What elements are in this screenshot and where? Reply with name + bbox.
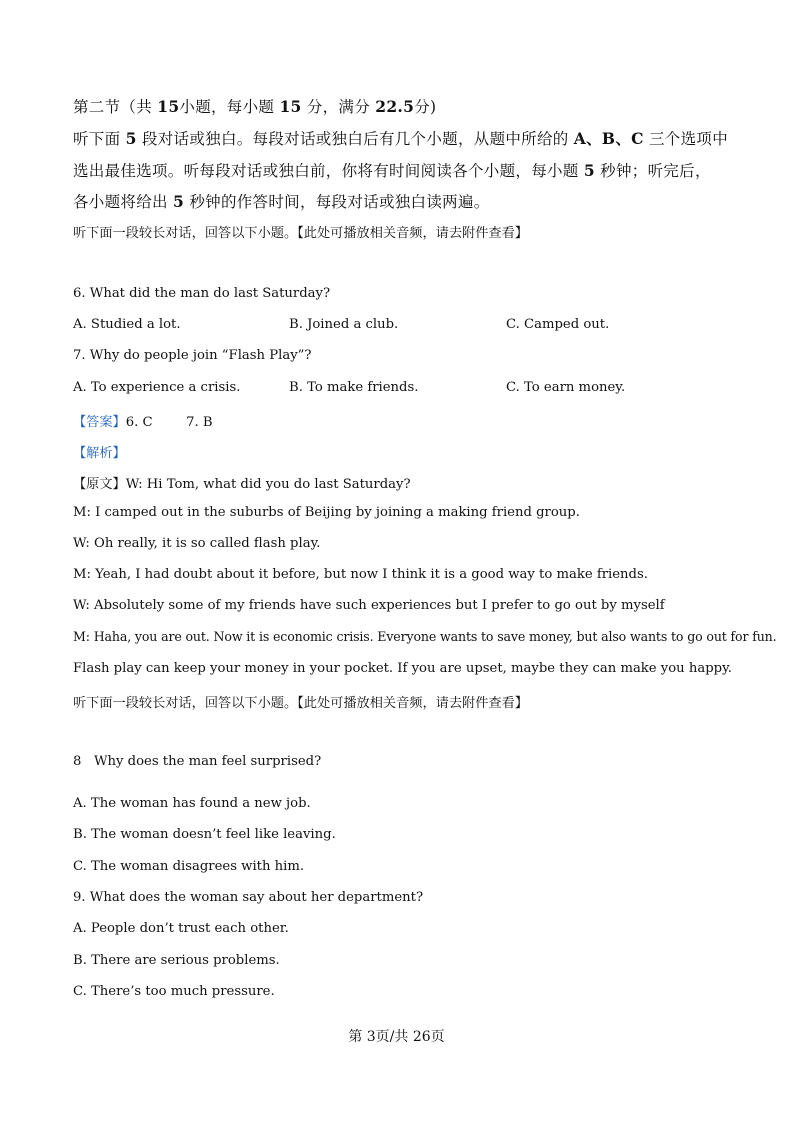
section-header-text: 第二节（共 [73,98,158,116]
question-8-option-b: B. The woman doesn’t feel like leaving. [73,827,336,842]
transcript-line: Flash play can keep your money in your pocket. If you are upset, maybe they can make you happy. [73,661,732,676]
transcript-label: 【原文】 [73,477,126,492]
question-8: 8 Why does the man feel surprised? [73,754,322,769]
instruction-text: 各小题将给出 [73,193,174,211]
question-7-option-b: B. To make friends. [289,380,419,395]
question-9: 9. What does the woman say about her department? [73,890,424,905]
section-header [73,95,436,117]
question-7-option-a: A. To experience a crisis. [73,380,241,395]
transcript-line: W: Absolutely some of my friends have such experiences but I prefer to go out by myself [73,598,665,613]
question-6-option-b: B. Joined a club. [289,317,399,332]
section-header-text: 分) [414,98,437,116]
transcript-first-line [73,473,411,492]
listen-prompt: 听下面一段较长对话，回答以下小题。【此处可播放相关音频，请去附件查看】 [73,696,528,711]
question-7-option-c: C. To earn money. [506,380,626,395]
answer-text: 6. C 7. B [125,415,213,430]
instruction-text: 听下面 [73,130,126,148]
transcript-text: W: Hi Tom, what did you do last Saturday? [125,477,411,492]
section-header-points: 15 [279,97,302,116]
instruction-text: 段对话或独白。每段对话或独白后有几个小题，从题中所给的 [136,130,574,148]
page-footer: 第 3页/共 26页 [348,1029,445,1045]
section-header-count: 15 [157,97,180,116]
question-6-option-c: C. Camped out. [506,317,610,332]
transcript-line: M: I camped out in the suburbs of Beijing by joining a making friend group. [73,505,580,520]
instruction-options: A、B、C [573,129,644,148]
transcript-line: M: Yeah, I had doubt about it before, but now I think it is a good way to make friends. [73,567,648,582]
question-6: 6. What did the man do last Saturday? [73,286,331,301]
instruction-number: 5 [125,129,137,148]
listen-prompt: 听下面一段较长对话，回答以下小题。【此处可播放相关音频，请去附件查看】 [73,226,528,241]
instructions-line-2 [73,159,711,181]
question-8-option-c: C. The woman disagrees with him. [73,859,305,874]
question-9-option-a: A. People don’t trust each other. [73,921,289,936]
analysis-label: 【解析】 [73,446,126,461]
section-header-text: 小题，每小题 [179,98,280,116]
instruction-text: 三个选项中 [643,130,728,148]
instruction-text: 秒钟的作答时间，每段对话或独白读两遍。 [184,193,490,211]
transcript-line: M: Haha, you are out. Now it is economic crisis. Everyone wants to save money, but also wants to go out for fun. [73,629,777,644]
question-7: 7. Why do people join “Flash Play”? [73,348,312,363]
question-9-option-c: C. There’s too much pressure. [73,984,275,999]
question-6-option-a: A. Studied a lot. [73,317,181,332]
answer-label: 【答案】 [73,415,126,430]
instructions-line-3 [73,190,490,212]
question-8-option-a: A. The woman has found a new job. [73,796,311,811]
answer-line [73,411,213,430]
section-header-total: 22.5 [375,97,415,116]
instructions-line-1 [73,127,728,149]
transcript-line: W: Oh really, it is so called flash play. [73,536,321,551]
instruction-text: 选出最佳选项。听每段对话或独白前，你将有时间阅读各个小题，每小题 [73,162,584,180]
question-9-option-b: B. There are serious problems. [73,953,280,968]
section-header-text: 分，满分 [301,98,376,116]
instruction-number: 5 [173,192,185,211]
instruction-text: 秒钟；听完后， [594,162,711,180]
instruction-number: 5 [583,161,595,180]
